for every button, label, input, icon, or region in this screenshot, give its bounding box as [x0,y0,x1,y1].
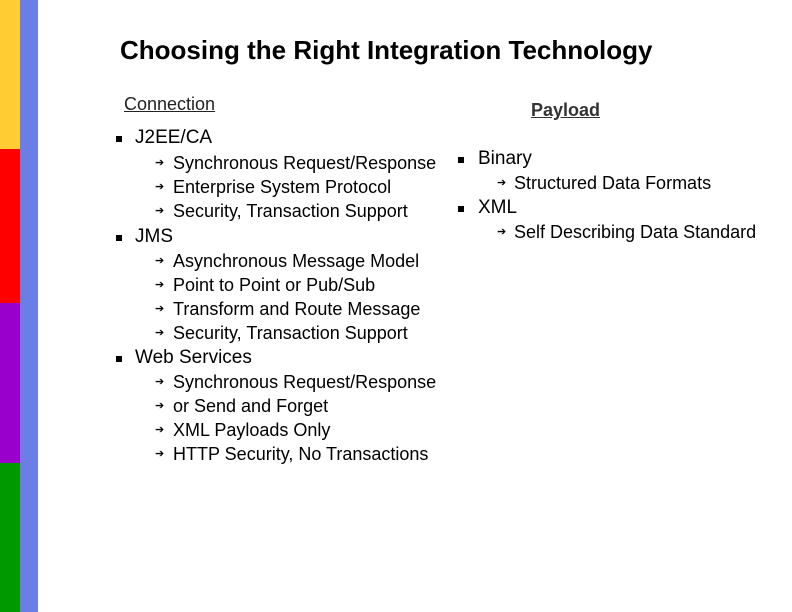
list-item-xml [458,197,517,219]
strip-yellow-segment [0,0,20,149]
bullet-icon [116,356,122,362]
sub-item [155,419,330,441]
slide-title: Choosing the Right Integration Technology [120,35,653,65]
list-item-jms [116,226,173,248]
arrow-icon: ➔ [155,181,165,193]
decorative-color-strip [0,0,20,612]
arrow-icon: ➔ [155,424,165,436]
sub-item [155,250,419,272]
bullet-icon [116,235,122,241]
sub-item [155,152,436,174]
list-item-binary [458,148,532,170]
sub-item [155,322,408,344]
list-item-label: Binary [478,148,532,169]
list-item-j2ee [116,127,212,149]
sub-item [155,395,328,417]
sub-item-label: Point to Point or Pub/Sub [173,275,376,295]
sub-item-label: Structured Data Formats [514,173,712,193]
strip-green-segment [0,463,20,612]
list-item-web-services [116,347,252,369]
sub-item [497,172,711,194]
arrow-icon: ➔ [155,157,165,169]
arrow-icon: ➔ [155,448,165,460]
sub-item-label: XML Payloads Only [173,420,331,440]
sub-item-label: Security, Transaction Support [173,323,408,343]
strip-purple-segment [0,303,20,463]
connection-heading: Connection [124,94,216,114]
sub-item [497,221,756,243]
sub-item-label: Self Describing Data Standard [514,222,757,242]
list-item-label: JMS [135,226,173,247]
sub-item [155,443,428,465]
list-item-label: Web Services [135,347,252,368]
sub-item-label: Synchronous Request/Response [173,153,437,173]
sub-item [155,371,436,393]
arrow-icon: ➔ [155,400,165,412]
arrow-icon: ➔ [497,226,507,238]
decorative-blue-strip [20,0,38,612]
sub-item-label: HTTP Security, No Transactions [173,444,429,464]
sub-item [155,176,391,198]
payload-heading: Payload [531,100,601,120]
list-item-label: J2EE/CA [135,127,213,148]
arrow-icon: ➔ [497,177,507,189]
arrow-icon: ➔ [155,327,165,339]
sub-item [155,274,375,296]
sub-item-label: Asynchronous Message Model [173,251,420,271]
arrow-icon: ➔ [155,303,165,315]
sub-item-label: Enterprise System Protocol [173,177,392,197]
arrow-icon: ➔ [155,255,165,267]
sub-item [155,200,408,222]
sub-item-label: Security, Transaction Support [173,201,408,221]
sub-item [155,298,420,320]
arrow-icon: ➔ [155,279,165,291]
list-item-label: XML [478,197,518,218]
sub-item-label: or Send and Forget [173,396,329,416]
strip-red-segment [0,149,20,303]
bullet-icon [458,206,464,212]
bullet-icon [458,157,464,163]
sub-item-label: Transform and Route Message [173,299,421,319]
sub-item-label: Synchronous Request/Response [173,372,437,392]
arrow-icon: ➔ [155,205,165,217]
arrow-icon: ➔ [155,376,165,388]
bullet-icon [116,136,122,142]
